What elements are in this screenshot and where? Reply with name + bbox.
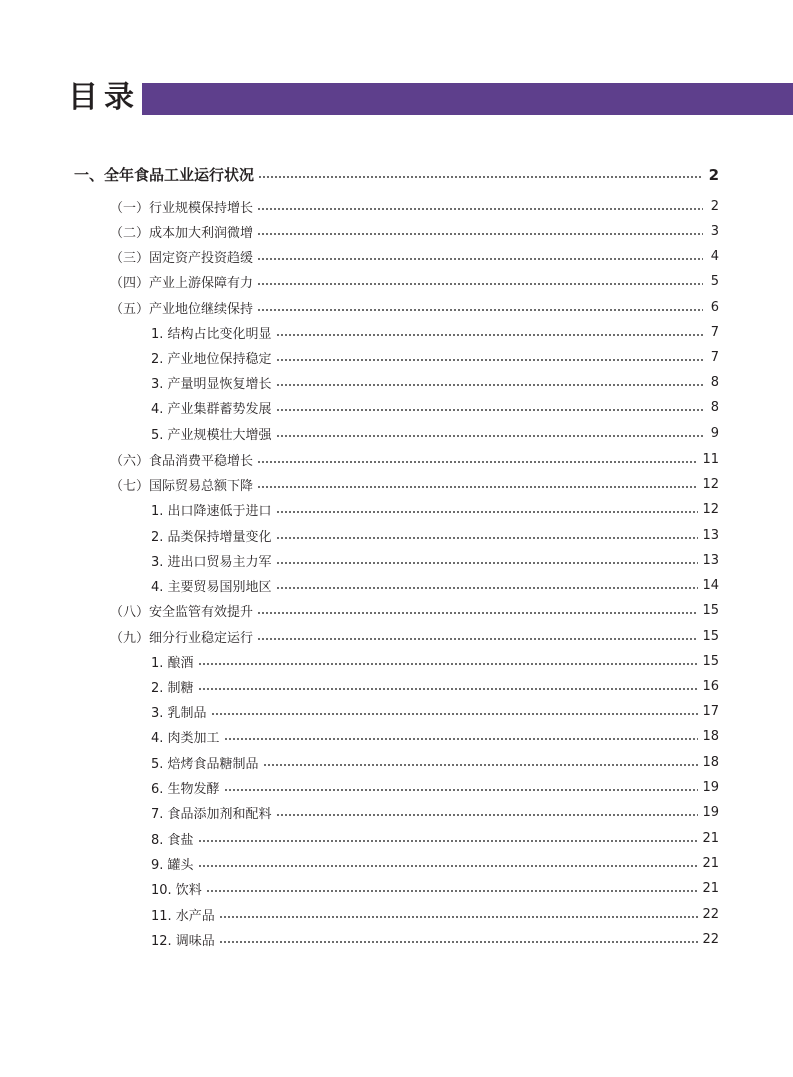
toc-entry-label: 12. 调味品: [151, 934, 215, 949]
toc-dot-leader: [276, 573, 699, 598]
toc-dot-leader: [257, 447, 698, 472]
toc-entry-label: （九）细分行业稳定运行: [110, 631, 254, 646]
toc-entry-label: 一、全年食品工业运行状况: [74, 166, 255, 184]
toc-dot-leader: [198, 649, 699, 674]
toc-entry-label: 1. 结构占比变化明显: [151, 327, 272, 342]
toc-dot-leader: [276, 497, 699, 522]
toc-dot-leader: [257, 194, 703, 219]
toc-dot-leader: [257, 598, 698, 623]
toc-page-number: 22: [702, 932, 719, 947]
toc-entry-label: 4. 产业集群蓄势发展: [151, 402, 272, 417]
toc-entry-label: 8. 食盐: [151, 833, 194, 848]
toc-entry[interactable]: [110, 295, 719, 320]
toc-dot-leader: [198, 674, 699, 699]
toc-entry[interactable]: [110, 269, 719, 294]
toc-entry[interactable]: [151, 421, 719, 446]
toc-dot-leader: [257, 219, 703, 244]
toc-entry[interactable]: [74, 162, 719, 187]
toc-dot-leader: [276, 320, 703, 345]
toc-page-number: 16: [702, 679, 719, 694]
toc-entry[interactable]: [110, 598, 719, 623]
toc-page-number: 11: [702, 452, 719, 467]
toc-entry-label: 5. 焙烤食品糖制品: [151, 757, 259, 772]
toc-entry-label: 6. 生物发酵: [151, 782, 220, 797]
toc-dot-leader: [198, 851, 699, 876]
toc-page-number: 2: [710, 199, 719, 214]
toc-entry[interactable]: [151, 826, 719, 851]
toc-entry-label: （五）产业地位继续保持: [110, 302, 254, 317]
toc-page-number: 3: [710, 224, 719, 239]
toc-page-number: 12: [702, 502, 719, 517]
toc-entry-label: 11. 水产品: [151, 909, 215, 924]
toc-dot-leader: [257, 295, 703, 320]
toc-entry-label: 10. 饮料: [151, 883, 202, 898]
toc-page-number: 7: [710, 350, 719, 365]
toc-entry[interactable]: [151, 573, 719, 598]
toc-page-number: 17: [702, 704, 719, 719]
toc-page-number: 8: [710, 375, 719, 390]
toc-page-number: 15: [702, 603, 719, 618]
toc-entry-label: 3. 进出口贸易主力军: [151, 555, 272, 570]
toc-page-number: 9: [710, 426, 719, 441]
toc-dot-leader: [257, 472, 698, 497]
toc-entry[interactable]: [151, 724, 719, 749]
toc-page-number: 18: [702, 729, 719, 744]
toc-entry[interactable]: [110, 472, 719, 497]
toc-page-number: 13: [702, 553, 719, 568]
toc-entry-label: 2. 品类保持增量变化: [151, 530, 272, 545]
toc-page-number: 21: [702, 881, 719, 896]
toc-entry-label: 2. 制糖: [151, 681, 194, 696]
toc-dot-leader: [219, 927, 699, 952]
toc-dot-leader: [258, 162, 703, 187]
toc-dot-leader: [224, 724, 699, 749]
toc-page-number: 8: [710, 400, 719, 415]
toc-dot-leader: [219, 902, 699, 927]
toc-page-number: 2: [708, 165, 719, 184]
toc-entry[interactable]: [151, 876, 719, 901]
toc-entry[interactable]: [151, 775, 719, 800]
toc-dot-leader: [276, 800, 699, 825]
toc-entry-label: 3. 乳制品: [151, 706, 207, 721]
toc-page-number: 15: [702, 654, 719, 669]
toc-entry-label: 9. 罐头: [151, 858, 194, 873]
toc-entry-label: （二）成本加大利润微增: [110, 226, 254, 241]
title-accent-bar: [142, 83, 793, 115]
toc-entry[interactable]: [151, 927, 719, 952]
toc-entry[interactable]: [151, 851, 719, 876]
toc-page-number: 7: [710, 325, 719, 340]
toc-entry-label: 1. 酿酒: [151, 656, 194, 671]
toc-entry-label: （七）国际贸易总额下降: [110, 479, 254, 494]
toc-page-number: 21: [702, 856, 719, 871]
toc-page-number: 13: [702, 528, 719, 543]
toc-page-number: 12: [702, 477, 719, 492]
toc-dot-leader: [211, 699, 699, 724]
toc-entry-label: 2. 产业地位保持稳定: [151, 352, 272, 367]
toc-entry-label: （三）固定资产投资趋缓: [110, 251, 254, 266]
toc-entry[interactable]: [151, 320, 719, 345]
toc-entry-label: （六）食品消费平稳增长: [110, 454, 254, 469]
toc-page-number: 4: [710, 249, 719, 264]
toc-entry[interactable]: [151, 800, 719, 825]
toc-dot-leader: [257, 244, 703, 269]
toc-page-number: 6: [710, 300, 719, 315]
toc-dot-leader: [206, 876, 699, 901]
toc-entry[interactable]: [110, 447, 719, 472]
toc-entry-label: 3. 产量明显恢复增长: [151, 377, 272, 392]
toc-entry-label: （四）产业上游保障有力: [110, 276, 254, 291]
toc-page-number: 19: [702, 780, 719, 795]
toc-dot-leader: [224, 775, 699, 800]
toc-entry[interactable]: [110, 194, 719, 219]
toc-dot-leader: [257, 624, 698, 649]
toc-entry[interactable]: [110, 244, 719, 269]
toc-page-number: 5: [710, 274, 719, 289]
toc-entry[interactable]: [110, 624, 719, 649]
toc-entry[interactable]: [151, 674, 719, 699]
toc-entry[interactable]: [151, 523, 719, 548]
toc-dot-leader: [276, 395, 703, 420]
toc-entry[interactable]: [151, 395, 719, 420]
toc-entry-label: 4. 主要贸易国别地区: [151, 580, 272, 595]
toc-page-number: 14: [702, 578, 719, 593]
toc-entry-label: （八）安全监管有效提升: [110, 605, 254, 620]
toc-page-number: 15: [702, 629, 719, 644]
toc-dot-leader: [198, 826, 699, 851]
toc-entry[interactable]: [151, 699, 719, 724]
toc-dot-leader: [276, 548, 699, 573]
toc-dot-leader: [276, 345, 703, 370]
toc-entry-label: （一）行业规模保持增长: [110, 201, 254, 216]
toc-entry[interactable]: [110, 219, 719, 244]
toc-dot-leader: [257, 269, 703, 294]
toc-entry[interactable]: [151, 649, 719, 674]
toc-dot-leader: [276, 421, 703, 446]
toc-entry[interactable]: [151, 902, 719, 927]
toc-page-number: 19: [702, 805, 719, 820]
toc-dot-leader: [276, 523, 699, 548]
toc-dot-leader: [263, 750, 699, 775]
page-header: [0, 82, 793, 116]
toc-entry-label: 7. 食品添加剂和配料: [151, 807, 272, 822]
toc-entry[interactable]: [151, 345, 719, 370]
toc-page-number: 21: [702, 831, 719, 846]
toc-entry-label: 5. 产业规模壮大增强: [151, 428, 272, 443]
toc-entry[interactable]: [151, 750, 719, 775]
toc-page-number: 18: [702, 755, 719, 770]
page-title: 目录: [68, 80, 140, 115]
toc-entry-label: 1. 出口降速低于进口: [151, 504, 272, 519]
toc-dot-leader: [276, 370, 703, 395]
toc-entry-label: 4. 肉类加工: [151, 731, 220, 746]
toc-page-number: 22: [702, 907, 719, 922]
toc-entry[interactable]: [151, 548, 719, 573]
toc-entry[interactable]: [151, 497, 719, 522]
toc-entry[interactable]: [151, 370, 719, 395]
